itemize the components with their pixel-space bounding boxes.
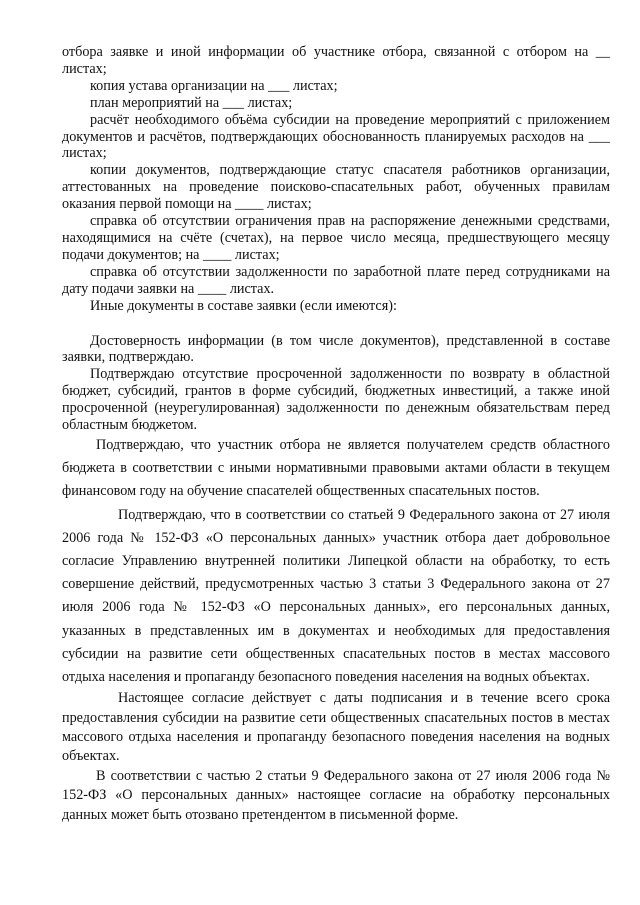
list-item-rescuer-status-documents: копии документов, подтверждающие статус спасателя работников организации, аттестованных на проведение поисково-спасательных работ, обученных правилам оказания первой помощи на ____ листах; <box>62 162 610 213</box>
spacer <box>62 315 610 333</box>
list-item-charter-copy: копия устава организации на ___ листах; <box>90 77 338 94</box>
document-page <box>62 44 610 825</box>
list-item-other-documents: Иные документы в составе заявки (если имеются): <box>90 297 397 314</box>
paragraph-personal-data-consent: Подтверждаю, что в соответствии со статьей 9 Федерального закона от 27 июля 2006 года № 152-ФЗ «О персональных данных» участник отбора дает добровольное согласие Управлению внутренней политики Липецкой области на обработку, то есть совершение действий, предусмотренных частью 3 статьи 3 Федерального закона от 27 июля 2006 года № 152-ФЗ «О персональных данных», его персональных данных, указанных в представленных им в документах и необходимых для предоставления субсидии на развитие сети общественных спасательных постов в местах массового отдыха населения и пропаганду безопасного поведения населения на водных объектах. <box>62 506 610 685</box>
paragraph-consent-validity: Настоящее согласие действует с даты подписания и в течение всего срока предоставления субсидии на развитие сети общественных спасательных постов в местах массового отдыха населения и пропаганду безопасного поведения населения на водных объектах. <box>62 690 610 765</box>
list-item-salary-debt-certificate: справка об отсутствии задолженности по заработной плате перед сотрудниками на дату подачи заявки на ____ листах. <box>62 263 610 297</box>
list-item-continuation: отбора заявке и иной информации об участнике отбора, связанной с отбором на __ листах; <box>62 44 610 77</box>
paragraph-not-budget-recipient: Подтверждаю, что участник отбора не является получателем средств областного бюджета в соответствии с иными нормативными правовыми актами области в текущем финансовом году на обучение спасателей общественных спасательных постов. <box>62 436 610 500</box>
list-item-activity-plan: план мероприятий на ___ листах; <box>90 94 293 111</box>
paragraph-reliability-confirmation: Достоверность информации (в том числе документов), представленной в составе заявки, подтверждаю. <box>62 332 610 366</box>
list-item-subsidy-calculation: расчёт необходимого объёма субсидии на проведение мероприятий с приложением документов и расчётов, подтверждающих обоснованность планируемых расходов на ___ листах; <box>62 111 610 162</box>
paragraph-no-overdue-debt: Подтверждаю отсутствие просроченной задолженности по возврату в областной бюджет, субсидий, грантов в форме субсидий, бюджетных инвестиций, а также иной просроченной (неурегулированная) задолженности по денежным обязательствам перед областным бюджетом. <box>62 366 610 434</box>
paragraph-consent-revocation: В соответствии с частью 2 статьи 9 Федерального закона от 27 июля 2006 года № 152-ФЗ «О персональных данных» настоящее согласие на обработку персональных данных может быть отозвано претендентом в письменной форме. <box>62 767 610 823</box>
list-item-account-restriction-certificate: справка об отсутствии ограничения прав на распоряжение денежными средствами, находящимися на счёте (счетах), на первое число месяца, предшествующего месяцу подачи документов; на ____ листах; <box>62 213 610 263</box>
